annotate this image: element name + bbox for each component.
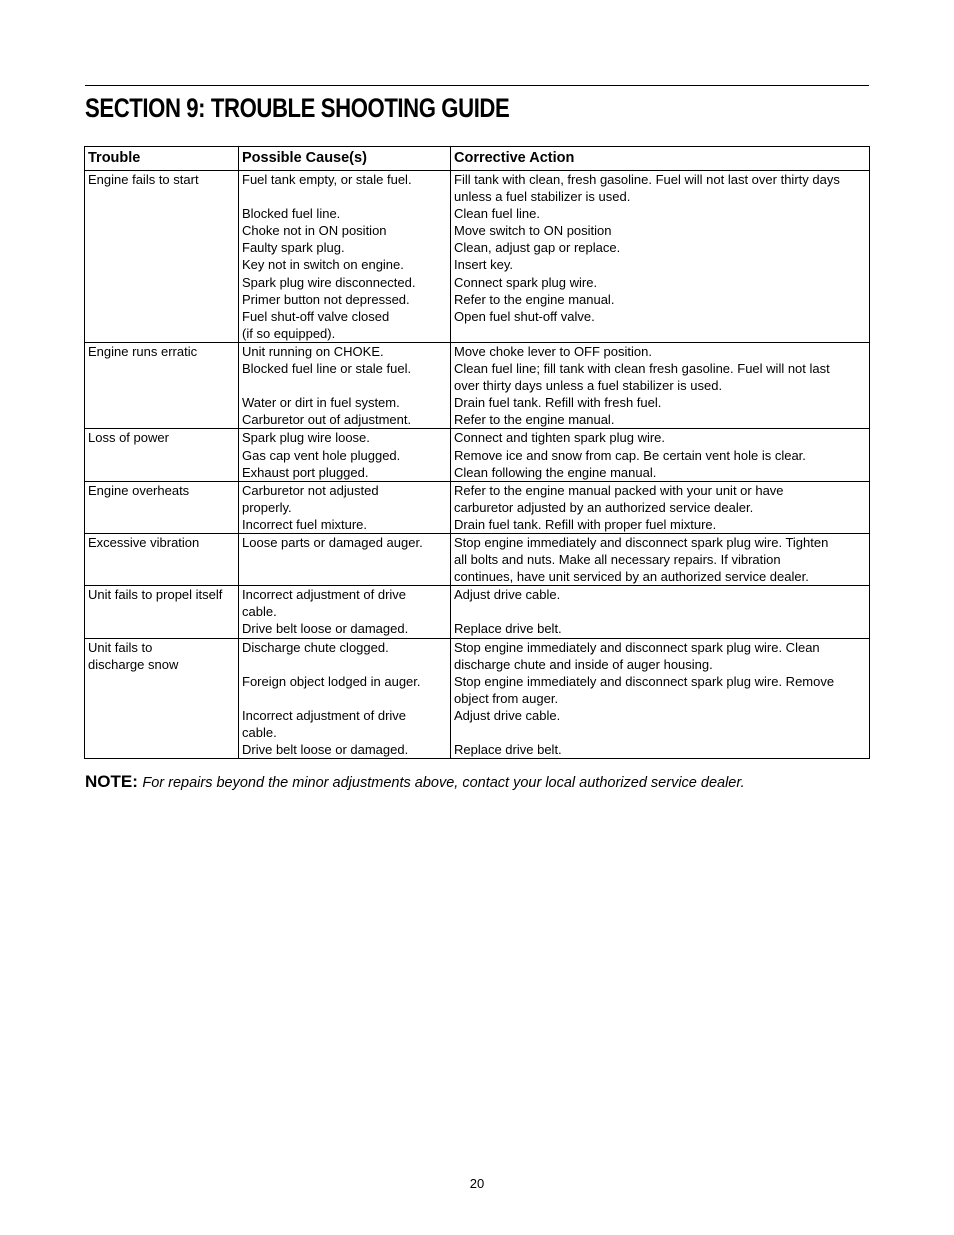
blank-line (242, 656, 447, 673)
possible-cause-text: Primer button not depressed. (242, 291, 410, 307)
trouble-cell (85, 586, 239, 638)
corrective-action-text: Connect and tighten spark plug wire. (454, 430, 666, 446)
blank-line (242, 568, 447, 585)
corrective-action-text: Refer to the engine manual. (454, 412, 615, 428)
possible-cause-text: Carburetor out of adjustment. (242, 412, 412, 428)
blank-line (242, 188, 447, 205)
possible-cause-text: Unit running on CHOKE. (242, 343, 384, 359)
possible-cause-text: Spark plug wire disconnected. (242, 274, 416, 290)
trouble-text: Unit fails to propel itself (88, 587, 223, 603)
header-possible-causes: Possible Cause(s) (239, 147, 451, 171)
trouble-text: discharge snow (88, 656, 179, 672)
page-number: 20 (469, 1176, 485, 1191)
note-text: For repairs beyond the minor adjustments above, contact your local authorized service dealer. (142, 775, 745, 791)
possible-cause-text: Incorrect adjustment of drive (242, 707, 407, 723)
corrective-action-cell (451, 171, 870, 343)
corrective-action-text: over thirty days unless a fuel stabilizer is used. (454, 378, 723, 394)
possible-cause-text: Spark plug wire loose. (242, 430, 370, 446)
possible-cause-text: Key not in switch on engine. (242, 257, 404, 273)
blank-line (454, 724, 866, 741)
corrective-action-text: Adjust drive cable. (454, 587, 561, 603)
corrective-action-text: Insert key. (454, 257, 514, 273)
possible-cause-cell (239, 171, 451, 343)
possible-cause-text: Incorrect fuel mixture. (242, 516, 367, 532)
corrective-action-text: Refer to the engine manual. (454, 291, 615, 307)
possible-cause-text: Loose parts or damaged auger. (242, 534, 423, 550)
troubleshooting-table (84, 146, 870, 759)
corrective-action-text: Clean following the engine manual. (454, 464, 657, 480)
possible-cause-text: Blocked fuel line. (242, 206, 341, 222)
section-title: SECTION 9: TROUBLE SHOOTING GUIDE (85, 93, 510, 123)
possible-cause-cell (239, 533, 451, 585)
possible-cause-text: Discharge chute clogged. (242, 639, 389, 655)
table-row (85, 342, 870, 428)
trouble-text: Loss of power (88, 430, 169, 446)
table-row (85, 429, 870, 481)
possible-cause-text: Faulty spark plug. (242, 240, 345, 256)
blank-line (242, 690, 447, 707)
corrective-action-text: carburetor adjusted by an authorized service dealer. (454, 499, 754, 515)
blank-line (454, 603, 866, 620)
corrective-action-text: Stop engine immediately and disconnect spark plug wire. Clean (454, 639, 820, 655)
possible-cause-text: Choke not in ON position (242, 223, 387, 239)
header-trouble: Trouble (85, 147, 239, 171)
note (85, 772, 885, 792)
trouble-cell (85, 533, 239, 585)
possible-cause-text: Gas cap vent hole plugged. (242, 447, 401, 463)
possible-cause-text: Incorrect adjustment of drive (242, 587, 407, 603)
possible-cause-text: Water or dirt in fuel system. (242, 395, 400, 411)
blank-line (242, 551, 447, 568)
corrective-action-cell (451, 481, 870, 533)
corrective-action-text: Drain fuel tank. Refill with proper fuel mixture. (454, 516, 717, 532)
possible-cause-cell (239, 638, 451, 759)
corrective-action-text: Adjust drive cable. (454, 707, 561, 723)
corrective-action-cell (451, 429, 870, 481)
corrective-action-text: Clean fuel line. (454, 206, 540, 222)
table-row (85, 171, 870, 343)
corrective-action-text: Drain fuel tank. Refill with fresh fuel. (454, 395, 662, 411)
possible-cause-text: properly. (242, 499, 292, 515)
corrective-action-cell (451, 342, 870, 428)
possible-cause-text: Drive belt loose or damaged. (242, 742, 409, 758)
possible-cause-text: Blocked fuel line or stale fuel. (242, 361, 412, 377)
possible-cause-text: Fuel tank empty, or stale fuel. (242, 172, 412, 187)
table-row (85, 586, 870, 638)
table-header-row (85, 147, 870, 171)
corrective-action-text: Connect spark plug wire. (454, 274, 598, 290)
trouble-cell (85, 638, 239, 759)
trouble-cell (85, 429, 239, 481)
table-row (85, 638, 870, 759)
trouble-text: Engine runs erratic (88, 343, 198, 359)
corrective-action-text: Clean, adjust gap or replace. (454, 240, 621, 256)
note-label: NOTE: (85, 772, 138, 791)
header-corrective-action: Corrective Action (451, 147, 870, 171)
corrective-action-text: unless a fuel stabilizer is used. (454, 189, 631, 205)
table-row (85, 481, 870, 533)
possible-cause-cell (239, 429, 451, 481)
corrective-action-text: Stop engine immediately and disconnect spark plug wire. Remove (454, 673, 835, 689)
corrective-action-text: continues, have unit serviced by an authorized service dealer. (454, 569, 809, 585)
possible-cause-cell (239, 586, 451, 638)
corrective-action-text: Clean fuel line; fill tank with clean fresh gasoline. Fuel will not last (454, 361, 830, 377)
blank-line (242, 377, 447, 394)
possible-cause-cell (239, 342, 451, 428)
possible-cause-text: Drive belt loose or damaged. (242, 621, 409, 637)
corrective-action-text: Replace drive belt. (454, 621, 562, 637)
possible-cause-text: (if so equipped). (242, 325, 336, 341)
corrective-action-text: Move switch to ON position (454, 223, 612, 239)
trouble-cell (85, 342, 239, 428)
possible-cause-cell (239, 481, 451, 533)
trouble-text: Engine fails to start (88, 172, 199, 187)
corrective-action-text: Replace drive belt. (454, 742, 562, 758)
corrective-action-text: Move choke lever to OFF position. (454, 343, 652, 359)
corrective-action-text: discharge chute and inside of auger housing. (454, 656, 713, 672)
corrective-action-cell (451, 638, 870, 759)
trouble-text: Engine overheats (88, 482, 190, 498)
possible-cause-text: Exhaust port plugged. (242, 464, 369, 480)
blank-line (454, 325, 866, 342)
possible-cause-text: Carburetor not adjusted (242, 482, 379, 498)
corrective-action-cell (451, 586, 870, 638)
possible-cause-text: cable. (242, 725, 277, 740)
trouble-cell (85, 171, 239, 343)
corrective-action-text: Stop engine immediately and disconnect spark plug wire. Tighten (454, 534, 829, 550)
corrective-action-text: Fill tank with clean, fresh gasoline. Fuel will not last over thirty days (454, 172, 840, 187)
table-row (85, 533, 870, 585)
corrective-action-cell (451, 533, 870, 585)
possible-cause-text: Foreign object lodged in auger. (242, 673, 421, 689)
trouble-cell (85, 481, 239, 533)
corrective-action-text: Refer to the engine manual packed with your unit or have (454, 482, 784, 498)
trouble-text: Excessive vibration (88, 534, 200, 550)
top-divider (85, 85, 869, 86)
trouble-text: Unit fails to (88, 639, 153, 655)
corrective-action-text: Open fuel shut-off valve. (454, 308, 595, 324)
possible-cause-text: cable. (242, 604, 277, 620)
corrective-action-text: all bolts and nuts. Make all necessary repairs. If vibration (454, 552, 781, 568)
possible-cause-text: Fuel shut-off valve closed (242, 308, 390, 324)
corrective-action-text: Remove ice and snow from cap. Be certain vent hole is clear. (454, 447, 806, 463)
corrective-action-text: object from auger. (454, 690, 559, 706)
